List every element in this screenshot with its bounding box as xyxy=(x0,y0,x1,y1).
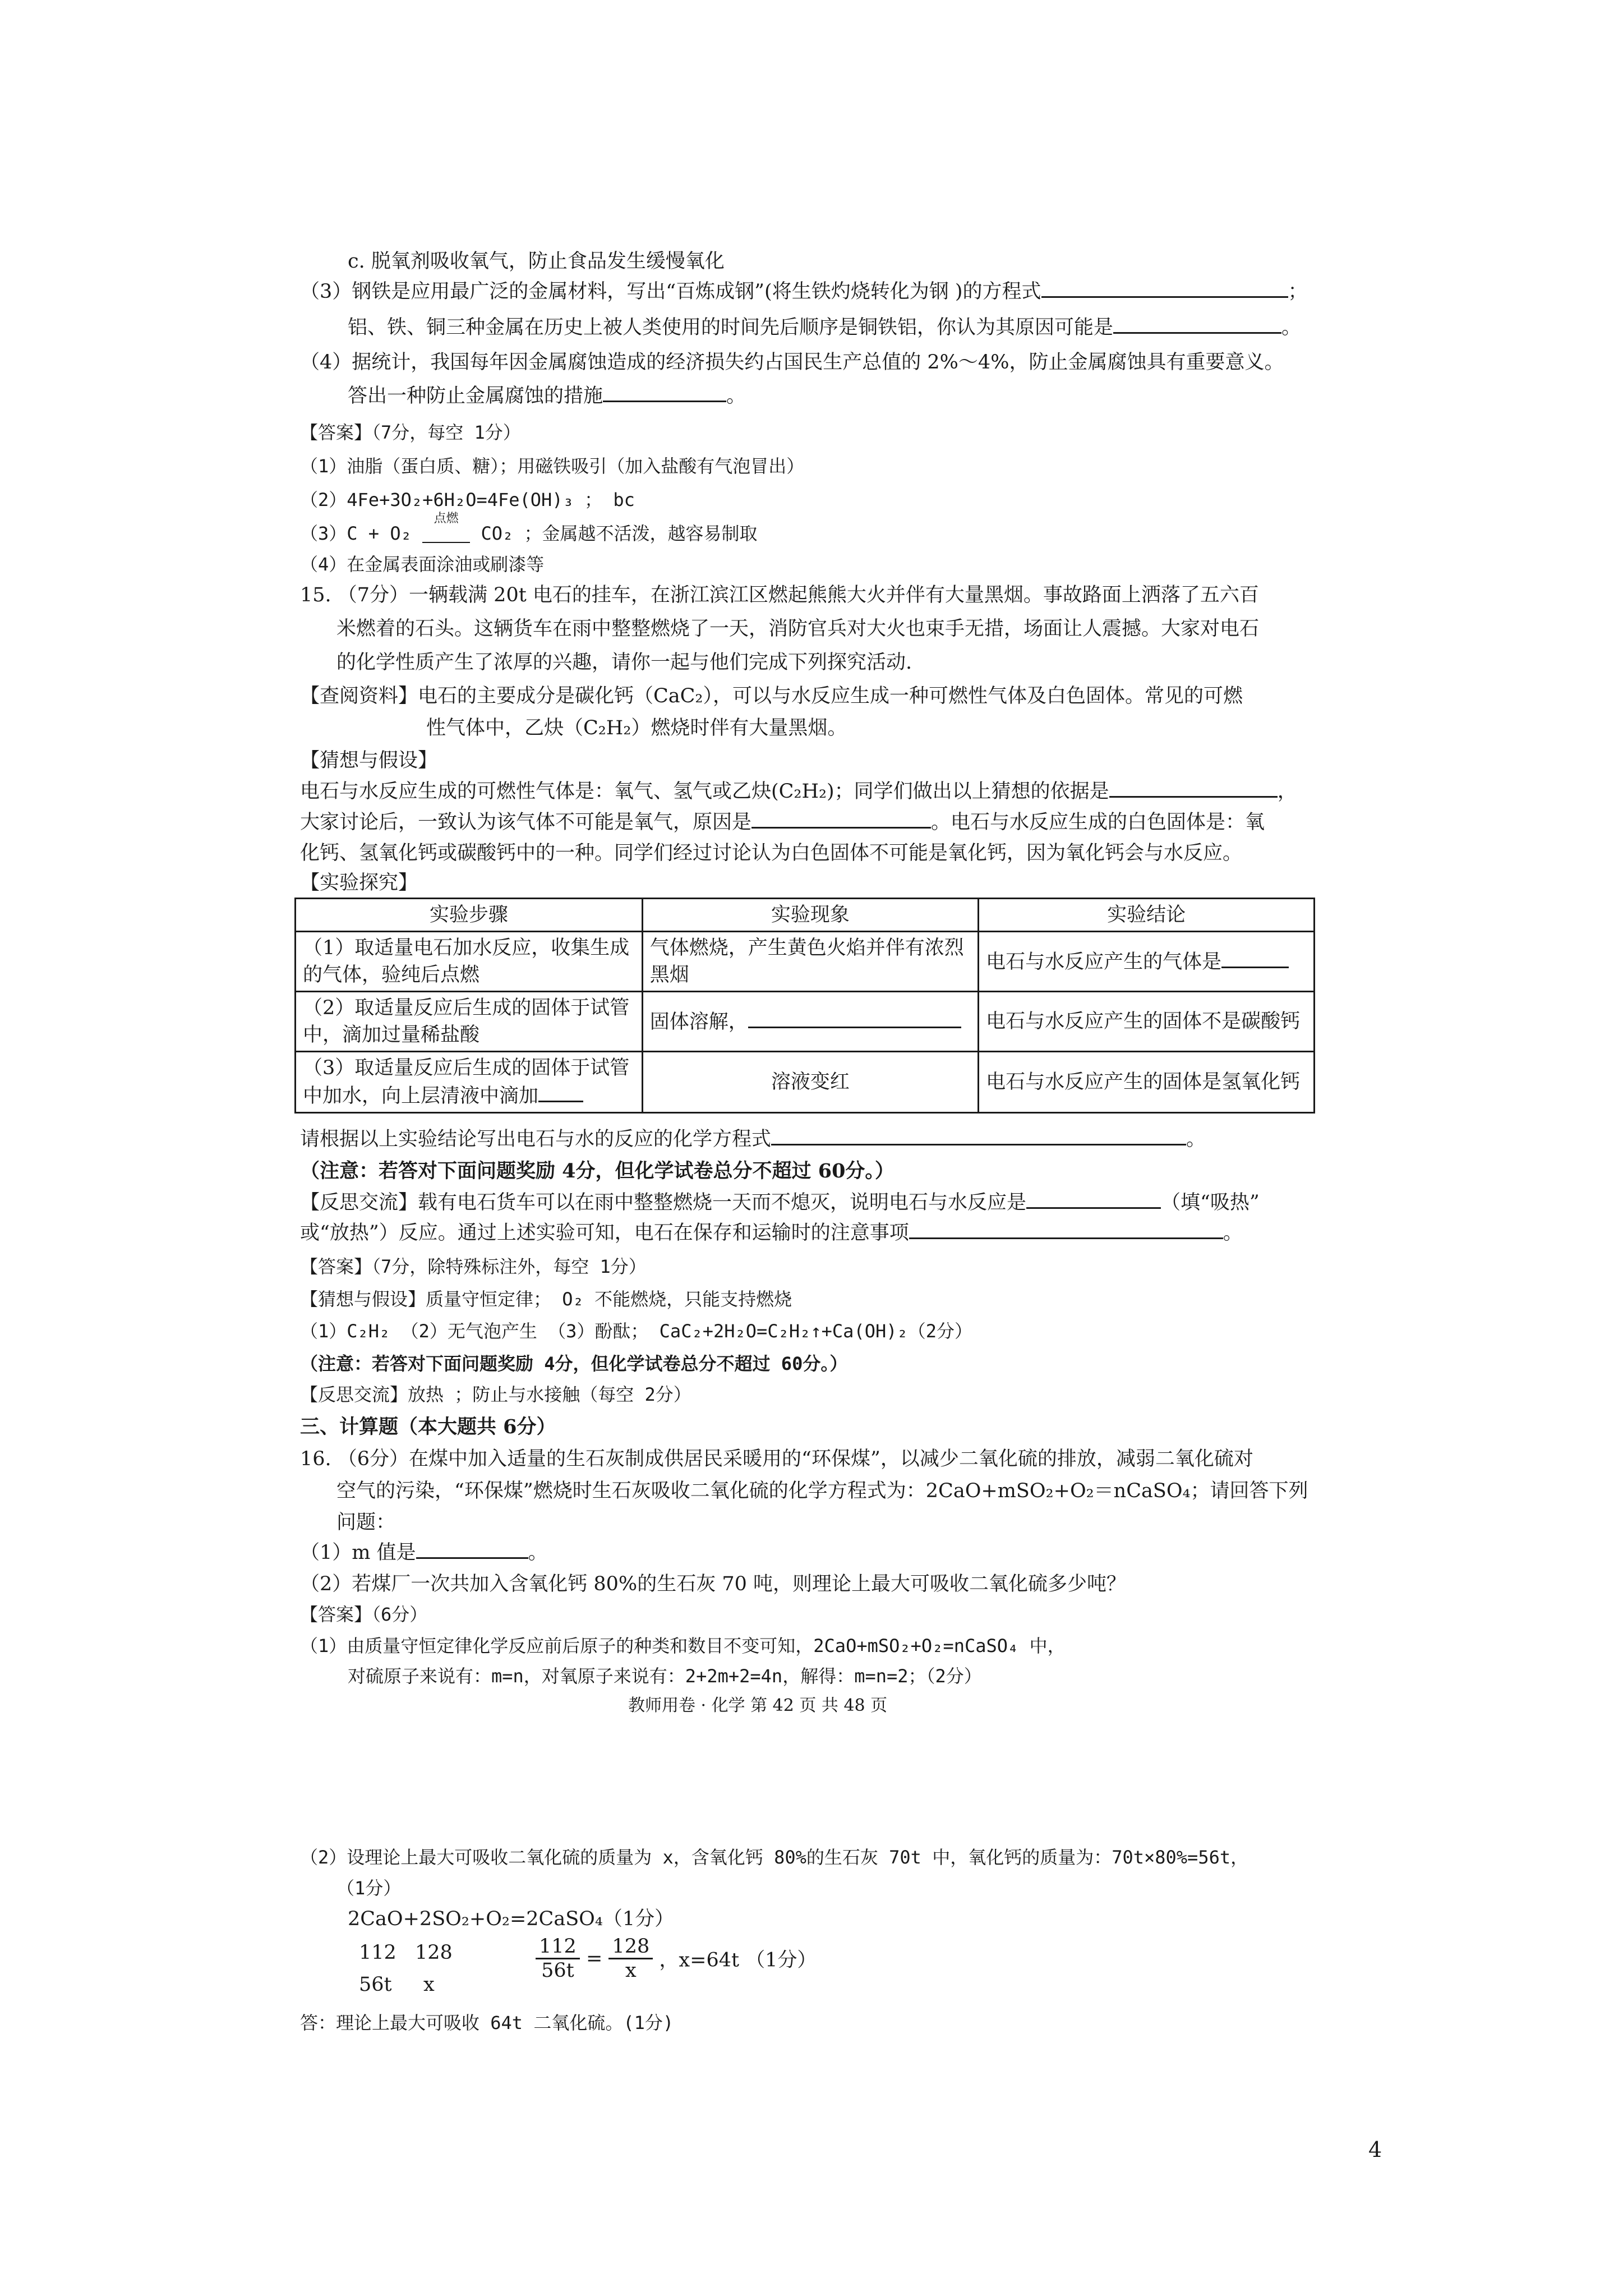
q14-answer-4: （4）在金属表面涂油或刷漆等 xyxy=(300,554,545,575)
q14-answer-3: （3）C + O₂ 点燃 CO₂ ；金属越不活泼，越容易制取 xyxy=(300,519,758,548)
q14-answer-2: （2）4Fe+3O₂+6H₂O=4Fe(OH)₃ ； bc xyxy=(300,489,635,510)
q16-part1: （1）m 值是 。 xyxy=(300,1538,548,1567)
q15-hypothesis-line3: 化钙、氢氧化钙或碳酸钙中的一种。同学们经过讨论认为白色固体不可能是氧化钙，因为氧化钙会与水反应。 xyxy=(300,842,1243,864)
q14-answer-1: （1）油脂（蛋白质、糖）；用磁铁吸引（加入盐酸有气泡冒出） xyxy=(300,455,805,477)
page-number: 4 xyxy=(1368,2137,1382,2162)
table-cell-step: （2）取适量反应后生成的固体于试管中，滴加过量稀盐酸 xyxy=(296,992,643,1052)
q15-stem-line1: 15. （7分）一辆载满 20t 电石的挂车，在浙江滨江区燃起熊熊大火并伴有大量黑烟。事故路面上洒落了五六百 xyxy=(300,584,1259,606)
q15-stem-line3: 的化学性质产生了浓厚的兴趣，请你一起与他们完成下列探究活动. xyxy=(336,651,912,674)
q15-experiment-heading: 【实验探究】 xyxy=(300,872,418,894)
q15-answer-reflection: 【反思交流】放热 ；防止与水接触（每空 2分） xyxy=(300,1384,691,1405)
q16-answer-header: 【答案】（6分） xyxy=(300,1604,428,1625)
q16-molar-mass-caco: 112 xyxy=(359,1941,396,1964)
table-header: 实验现象 xyxy=(642,899,978,932)
table-header-row xyxy=(296,899,1315,932)
q15-answer-note: （注意：若答对下面问题奖励 4分，但化学试卷总分不超过 60分。） xyxy=(300,1353,848,1374)
table-header: 实验结论 xyxy=(979,899,1315,932)
fraction-right: $\frac{128}{x}$ xyxy=(608,1935,653,1982)
q15-bonus-note: （注意：若答对下面问题奖励 4分，但化学试卷总分不超过 60分。） xyxy=(300,1159,895,1182)
q15-reference-line1: 【查阅资料】电石的主要成分是碳化钙（CaC₂），可以与水反应生成一种可燃性气体及白色固体。常见的可燃 xyxy=(300,685,1243,707)
q14-part3-line2: 铝、铁、铜三种金属在历史上被人类使用的时间先后顺序是铜铁铝，你认为其原因可能是 。 xyxy=(348,313,1301,342)
q16-mass-cao: 56t xyxy=(359,1973,392,1996)
q16-mass-x: x xyxy=(423,1973,435,1996)
table-cell-phenomenon: 固体溶解， xyxy=(642,992,978,1052)
q16-answer-1a: （1）由质量守恒定律化学反应前后原子的种类和数目不变可知，2CaO+mSO₂+O₂=nCaSO₄ 中， xyxy=(300,1635,1066,1657)
q14-part4-line1: （4）据统计，我国每年因金属腐蚀造成的经济损失约占国民生产总值的 2%～4%，防止金属腐蚀具有重要意义。 xyxy=(300,351,1284,374)
q15-answer-header: 【答案】（7分，除特殊标注外，每空 1分） xyxy=(300,1256,647,1277)
fraction-left: $\frac{112}{56t}$ xyxy=(536,1935,580,1982)
table-cell-phenomenon: 溶液变红 xyxy=(642,1052,978,1113)
q14-answer-header: 【答案】（7分，每空 1分） xyxy=(300,422,521,443)
q15-hypothesis-heading: 【猜想与假设】 xyxy=(300,749,438,772)
q16-proportion: $\frac{112}{56t}$ = $\frac{128}{x}$ ，x=64t （1分） xyxy=(536,1935,817,1982)
table-cell-step: （3）取适量反应后生成的固体于试管中加水，向上层清液中滴加 xyxy=(296,1052,643,1113)
q15-answer-hypothesis: 【猜想与假设】质量守恒定律； O₂ 不能燃烧，只能支持燃烧 xyxy=(300,1289,792,1310)
section-heading: 三、计算题（本大题共 6分） xyxy=(300,1415,556,1438)
q15-reference-line2: 性气体中，乙炔（C₂H₂）燃烧时伴有大量黑烟。 xyxy=(426,717,847,739)
table-cell-conclusion: 电石与水反应产生的固体是氢氧化钙 xyxy=(979,1052,1315,1113)
q15-reflection-line2: 或“放热”）反应。通过上述实验可知，电石在保存和运输时的注意事项 。 xyxy=(300,1218,1243,1248)
q16-answer-equation: 2CaO+2SO₂+O₂=2CaSO₄（1分） xyxy=(348,1908,675,1930)
q16-part2: （2）若煤厂一次共加入含氧化钙 80%的生石灰 70 吨，则理论上最大可吸收二氧化硫多少吨？ xyxy=(300,1573,1126,1595)
table-row xyxy=(296,1052,1315,1113)
q15-answer-experiment: （1）C₂H₂ （2）无气泡产生 （3）酚酞； CaC₂+2H₂O=C₂H₂↑+Ca(OH)₂（2分） xyxy=(300,1320,973,1342)
condition-ignite: 点燃 xyxy=(434,512,459,526)
table-header: 实验步骤 xyxy=(296,899,643,932)
q15-equation-prompt: 请根据以上实验结论写出电石与水的反应的化学方程式 。 xyxy=(300,1125,1206,1154)
q14-part4-line2: 答出一种防止金属腐蚀的措施 。 xyxy=(348,381,746,411)
table-row xyxy=(296,932,1315,992)
q16-final-answer: 答：理论上最大可吸收 64t 二氧化硫。(1分) xyxy=(300,2012,674,2033)
q16-answer-1b: 对硫原子来说有：m=n，对氧原子来说有：2+2m+2=4n，解得：m=n=2；（2分） xyxy=(348,1665,982,1687)
q16-answer-2-line1: （2）设理论上最大可吸收二氧化硫的质量为 x，含氧化钙 80%的生石灰 70t 中，氧化钙的质量为：70t×80%=56t， xyxy=(300,1847,1249,1868)
table-cell-phenomenon: 气体燃烧，产生黄色火焰并伴有浓烈黑烟 xyxy=(642,932,978,992)
q16-stem-line2: 空气的污染，“环保煤”燃烧时生石灰吸收二氧化硫的化学方程式为：2CaO+mSO₂+O₂＝nCaSO₄；请回答下列 xyxy=(336,1480,1308,1502)
q16-stem-line3: 问题： xyxy=(336,1511,396,1534)
q15-hypothesis-line1: 电石与水反应生成的可燃性气体是：氧气、氢气或乙炔(C₂H₂)；同学们做出以上猜想的依据是 ， xyxy=(300,777,1297,806)
q14-part3-line1: （3）钢铁是应用最广泛的金属材料，写出“百炼成钢”(将生铁灼烧转化为钢 )的方程式 ； xyxy=(300,277,1308,306)
table-row xyxy=(296,992,1315,1052)
experiment-table xyxy=(294,898,1315,1114)
q16-stem-line1: 16. （6分）在煤中加入适量的生石灰制成供居民采暖用的“环保煤”，以减少二氧化硫的排放，减弱二氧化硫对 xyxy=(300,1448,1253,1470)
table-cell-step: （1）取适量电石加水反应，收集生成的气体，验纯后点燃 xyxy=(296,932,643,992)
q14-option-c: c. 脱氧剂吸收氧气，防止食品发生缓慢氧化 xyxy=(348,250,725,273)
q16-molar-mass-so2: 128 xyxy=(415,1941,453,1964)
q16-answer-2-line2: （1分） xyxy=(336,1878,402,1899)
table-cell-conclusion: 电石与水反应产生的气体是 xyxy=(979,932,1315,992)
page-footer: 教师用卷 · 化学 第 42 页 共 48 页 xyxy=(628,1696,888,1715)
q15-hypothesis-line2: 大家讨论后，一致认为该气体不可能是氧气，原因是 。电石与水反应生成的白色固体是：氧 xyxy=(300,808,1265,837)
table-cell-conclusion: 电石与水反应产生的固体不是碳酸钙 xyxy=(979,992,1315,1052)
q15-reflection-line1: 【反思交流】载有电石货车可以在雨中整整燃烧一天而不熄灭，说明电石与水反应是 （填“吸热” xyxy=(300,1188,1260,1217)
q15-stem-line2: 米燃着的石头。这辆货车在雨中整整燃烧了一天，消防官兵对大火也束手无措，场面让人震撼。大家对电石 xyxy=(336,618,1260,640)
